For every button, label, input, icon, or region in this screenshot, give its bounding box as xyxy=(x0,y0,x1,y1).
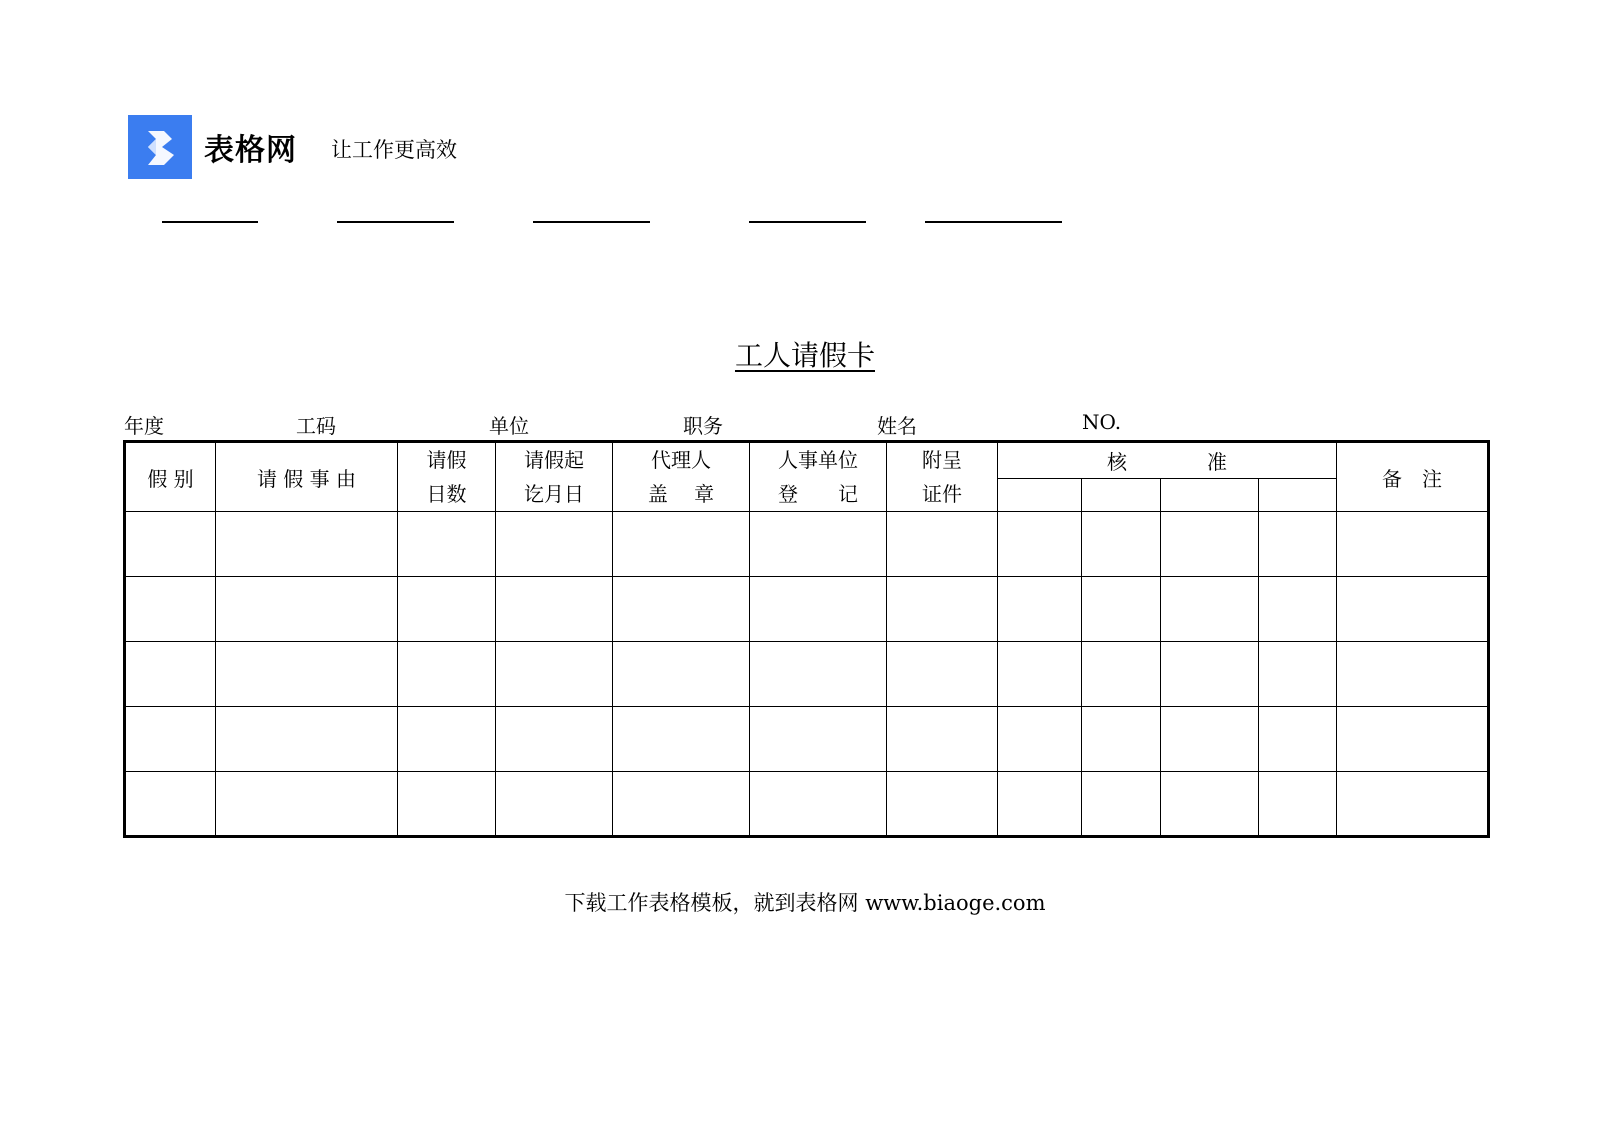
cell-hr[interactable] xyxy=(750,707,887,772)
cell-leave-type[interactable] xyxy=(125,707,216,772)
cell-attach[interactable] xyxy=(887,642,998,707)
meta-unit-label: 单位 xyxy=(489,414,529,438)
blank-line-3 xyxy=(533,221,650,223)
cell-period[interactable] xyxy=(496,772,613,837)
cell-reason[interactable] xyxy=(216,512,398,577)
cell-approval-1[interactable] xyxy=(998,577,1082,642)
blank-line-5 xyxy=(925,221,1062,223)
cell-attach[interactable] xyxy=(887,577,998,642)
meta-name-label: 姓名 xyxy=(877,414,917,438)
cell-approval-4[interactable] xyxy=(1259,577,1337,642)
cell-agent[interactable] xyxy=(613,512,750,577)
cell-approval-2[interactable] xyxy=(1082,642,1161,707)
cell-agent[interactable] xyxy=(613,642,750,707)
approval-subcell-2[interactable] xyxy=(1082,479,1161,512)
cell-hr[interactable] xyxy=(750,577,887,642)
cell-agent[interactable] xyxy=(613,707,750,772)
cell-period[interactable] xyxy=(496,577,613,642)
cell-leave-type[interactable] xyxy=(125,512,216,577)
brand-slogan: 让工作更高效 xyxy=(331,138,457,162)
cell-approval-1[interactable] xyxy=(998,642,1082,707)
cell-approval-4[interactable] xyxy=(1259,707,1337,772)
cell-approval-1[interactable] xyxy=(998,707,1082,772)
cell-remarks[interactable] xyxy=(1337,772,1489,837)
cell-attach[interactable] xyxy=(887,707,998,772)
header-period: 请假起 讫月日 xyxy=(496,442,613,512)
cell-approval-3[interactable] xyxy=(1161,772,1259,837)
approval-subcell-3[interactable] xyxy=(1161,479,1259,512)
cell-days[interactable] xyxy=(398,642,496,707)
cell-attach[interactable] xyxy=(887,512,998,577)
cell-agent[interactable] xyxy=(613,577,750,642)
brand-name: 表格网 xyxy=(204,133,297,168)
cell-days[interactable] xyxy=(398,772,496,837)
cell-hr[interactable] xyxy=(750,642,887,707)
header-hr-register: 人事单位 登 记 xyxy=(750,442,887,512)
cell-leave-type[interactable] xyxy=(125,577,216,642)
cell-period[interactable] xyxy=(496,642,613,707)
brand-header xyxy=(128,115,457,179)
table-row xyxy=(125,772,1489,837)
cell-period[interactable] xyxy=(496,512,613,577)
cell-remarks[interactable] xyxy=(1337,642,1489,707)
cell-approval-2[interactable] xyxy=(1082,772,1161,837)
blank-line-1 xyxy=(162,221,258,223)
header-days: 请假 日数 xyxy=(398,442,496,512)
cell-reason[interactable] xyxy=(216,707,398,772)
header-leave-type: 假 别 xyxy=(125,442,216,512)
table-row xyxy=(125,577,1489,642)
cell-attach[interactable] xyxy=(887,772,998,837)
header-attachments: 附呈 证件 xyxy=(887,442,998,512)
cell-reason[interactable] xyxy=(216,642,398,707)
cell-days[interactable] xyxy=(398,577,496,642)
header-approval: 核 准 xyxy=(998,442,1337,479)
cell-period[interactable] xyxy=(496,707,613,772)
header-reason: 请 假 事 由 xyxy=(216,442,398,512)
cell-approval-4[interactable] xyxy=(1259,642,1337,707)
header-remarks: 备 注 xyxy=(1337,442,1489,512)
cell-reason[interactable] xyxy=(216,577,398,642)
cell-agent[interactable] xyxy=(613,772,750,837)
table-row xyxy=(125,707,1489,772)
approval-subcell-1[interactable] xyxy=(998,479,1082,512)
cell-approval-1[interactable] xyxy=(998,512,1082,577)
blank-line-2 xyxy=(337,221,454,223)
page-title: 工人请假卡 xyxy=(734,339,875,372)
blank-line-4 xyxy=(749,221,866,223)
footer-text: 下载工作表格模板，就到表格网 www.biaoge.com xyxy=(564,891,1046,915)
cell-approval-3[interactable] xyxy=(1161,642,1259,707)
meta-code-label: 工码 xyxy=(296,414,336,438)
cell-approval-4[interactable] xyxy=(1259,512,1337,577)
logo-icon xyxy=(128,115,192,179)
cell-days[interactable] xyxy=(398,707,496,772)
cell-approval-1[interactable] xyxy=(998,772,1082,837)
cell-leave-type[interactable] xyxy=(125,772,216,837)
cell-remarks[interactable] xyxy=(1337,512,1489,577)
cell-hr[interactable] xyxy=(750,512,887,577)
meta-position-label: 职务 xyxy=(683,414,723,438)
cell-remarks[interactable] xyxy=(1337,577,1489,642)
cell-approval-2[interactable] xyxy=(1082,577,1161,642)
cell-approval-2[interactable] xyxy=(1082,707,1161,772)
cell-reason[interactable] xyxy=(216,772,398,837)
leave-card-table xyxy=(123,440,1490,838)
meta-no-label: NO. xyxy=(1082,410,1122,434)
cell-approval-3[interactable] xyxy=(1161,512,1259,577)
meta-year-label: 年度 xyxy=(124,414,164,438)
table-row xyxy=(125,512,1489,577)
header-agent-seal: 代理人 盖 章 xyxy=(613,442,750,512)
cell-hr[interactable] xyxy=(750,772,887,837)
cell-days[interactable] xyxy=(398,512,496,577)
cell-remarks[interactable] xyxy=(1337,707,1489,772)
cell-approval-2[interactable] xyxy=(1082,512,1161,577)
cell-approval-3[interactable] xyxy=(1161,577,1259,642)
cell-approval-4[interactable] xyxy=(1259,772,1337,837)
approval-subcell-4[interactable] xyxy=(1259,479,1337,512)
cell-leave-type[interactable] xyxy=(125,642,216,707)
table-row xyxy=(125,642,1489,707)
cell-approval-3[interactable] xyxy=(1161,707,1259,772)
